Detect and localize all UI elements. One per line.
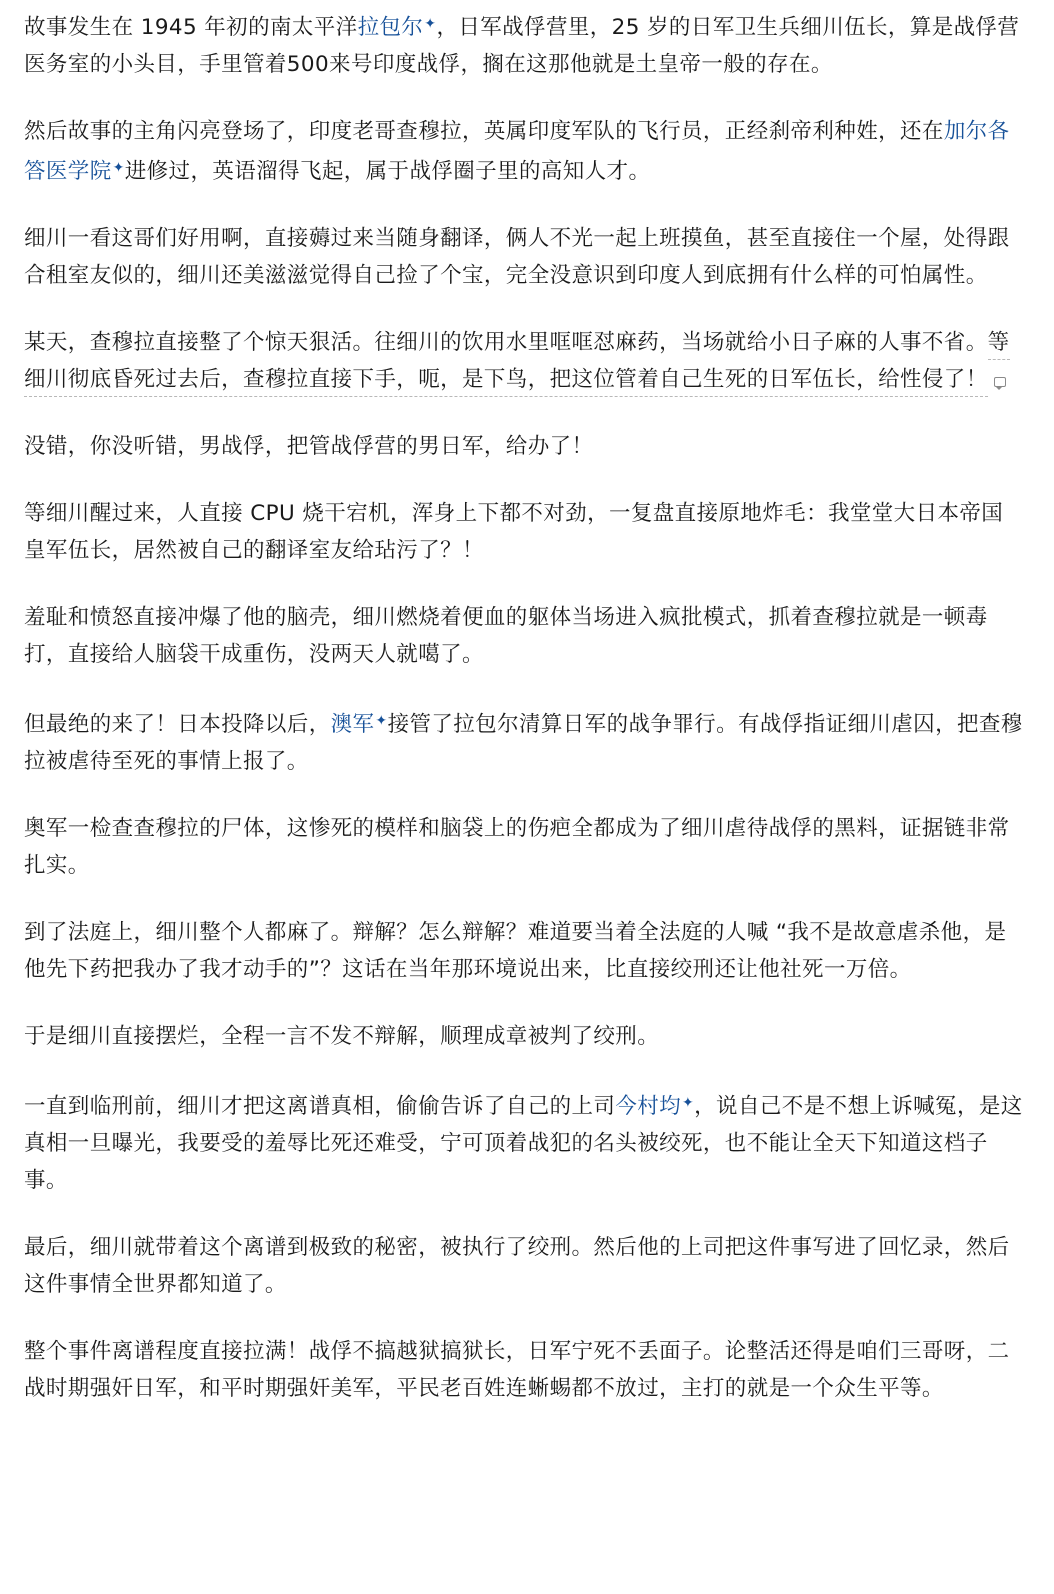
paragraph-text: 某天，查穆拉直接整了个惊天狠活。往细川的饮用水里哐哐怼麻药，当场就给小日子麻的人事不省。 xyxy=(24,330,988,355)
paragraph-text: 接管了拉包尔清算日军的战争罪行。有战俘指证细川虐囚，把查穆拉被虐待至死的事情上报了。 xyxy=(24,712,1023,774)
link-australian-army[interactable] xyxy=(331,712,388,737)
sparkle-icon: ✦ xyxy=(682,1095,695,1111)
paragraph-10: 到了法庭上，细川整个人都麻了。辩解？怎么辩解？难道要当着全法庭的人喊 “我不是故意虐杀他，是他先下药把我办了我才动手的”？这话在当年那环境说出来，比直接绞刑还让他社死一万倍。 xyxy=(24,920,1007,982)
paragraph-13: 最后，细川就带着这个离谱到极致的秘密，被执行了绞刑。然后他的上司把这件事写进了回忆录，然后这件事情全世界都知道了。 xyxy=(24,1235,1010,1297)
paragraph-14: 整个事件离谱程度直接拉满！战俘不搞越狱搞狱长，日军宁死不丢面子。论整活还得是咱们三哥呀，二战时期强奸日军，和平时期强奸美军，平民老百姓连蜥蜴都不放过，主打的就是一个众生平等。 xyxy=(24,1339,1010,1401)
paragraph-text: ，日军战俘营里，25 岁的日军卫生兵细川伍长，算是战俘营医务室的小头目，手里管着500来号印度战俘，搁在这那他就是土皇帝一般的存在。 xyxy=(24,15,1020,77)
paragraph-6: 等细川醒过来，人直接 CPU 烧干宕机，浑身上下都不对劲，一复盘直接原地炸毛：我堂堂大日本帝国皇军伍长，居然被自己的翻译室友给玷污了？！ xyxy=(24,501,1004,563)
paragraph-3: 细川一看这哥们好用啊，直接薅过来当随身翻译，俩人不光一起上班摸鱼，甚至直接住一个屋，处得跟合租室友似的，细川还美滋滋觉得自己捡了个宝，完全没意识到印度人到底拥有什么样的可怕属性。 xyxy=(24,226,1010,288)
link-text[interactable]: 加尔各答医学院 xyxy=(24,119,1010,184)
paragraph-7: 羞耻和愤怒直接冲爆了他的脑壳，细川燃烧着便血的躯体当场进入疯批模式，抓着查穆拉就是一顿毒打，直接给人脑袋干成重伤，没两天人就噶了。 xyxy=(24,605,988,667)
paragraph-4 xyxy=(24,324,1024,398)
paragraph-text: 然后故事的主角闪亮登场了，印度老哥查穆拉，英属印度军队的飞行员，正经刹帝利种姓，还在 xyxy=(24,119,944,144)
link-imamura-hitoshi[interactable] xyxy=(615,1094,694,1119)
paragraph-1 xyxy=(24,6,1024,83)
paragraph-11: 于是细川直接摆烂，全程一言不发不辩解，顺理成章被判了绞刑。 xyxy=(24,1024,660,1049)
link-text[interactable]: 拉包尔 xyxy=(357,15,424,40)
paragraph-12 xyxy=(24,1085,1024,1199)
paragraph-5: 没错，你没听错，男战俘，把管战俘营的男日军，给办了！ xyxy=(24,434,594,459)
article-body xyxy=(24,6,1024,1437)
sparkle-icon: ✦ xyxy=(375,713,388,729)
paragraph-text: 但最绝的来了！日本投降以后， xyxy=(24,712,331,737)
link-text[interactable]: 今村均 xyxy=(615,1094,682,1119)
paragraph-text: 故事发生在 1945 年初的南太平洋 xyxy=(24,15,358,40)
paragraph-8 xyxy=(24,703,1024,780)
comment-icon[interactable] xyxy=(994,377,1006,387)
link-rabaul[interactable] xyxy=(358,15,437,40)
paragraph-2 xyxy=(24,113,1024,190)
paragraph-9: 奥军一检查查穆拉的尸体，这惨死的模样和脑袋上的伤疤全都成为了细川虐待战俘的黑料，证据链非常扎实。 xyxy=(24,816,1010,878)
link-text[interactable]: 澳军 xyxy=(330,712,375,737)
sparkle-icon: ✦ xyxy=(424,16,437,32)
annotated-passage[interactable]: 等细川彻底昏死过去后，查穆拉直接下手，呃，是下鸟，把这位管着自己生死的日军伍长，给性侵了！ xyxy=(24,330,1010,397)
paragraph-text: 进修过，英语溜得飞起，属于战俘圈子里的高知人才。 xyxy=(124,159,651,184)
sparkle-icon: ✦ xyxy=(112,160,125,176)
paragraph-text: 一直到临刑前，细川才把这离谱真相，偷偷告诉了自己的上司 xyxy=(24,1094,616,1119)
paragraph-text: ，说自己不是不想上诉喊冤，是这真相一旦曝光，我要受的羞辱比死还难受，宁可顶着战犯的名头被绞死，也不能让全天下知道这档子事。 xyxy=(24,1094,1023,1193)
